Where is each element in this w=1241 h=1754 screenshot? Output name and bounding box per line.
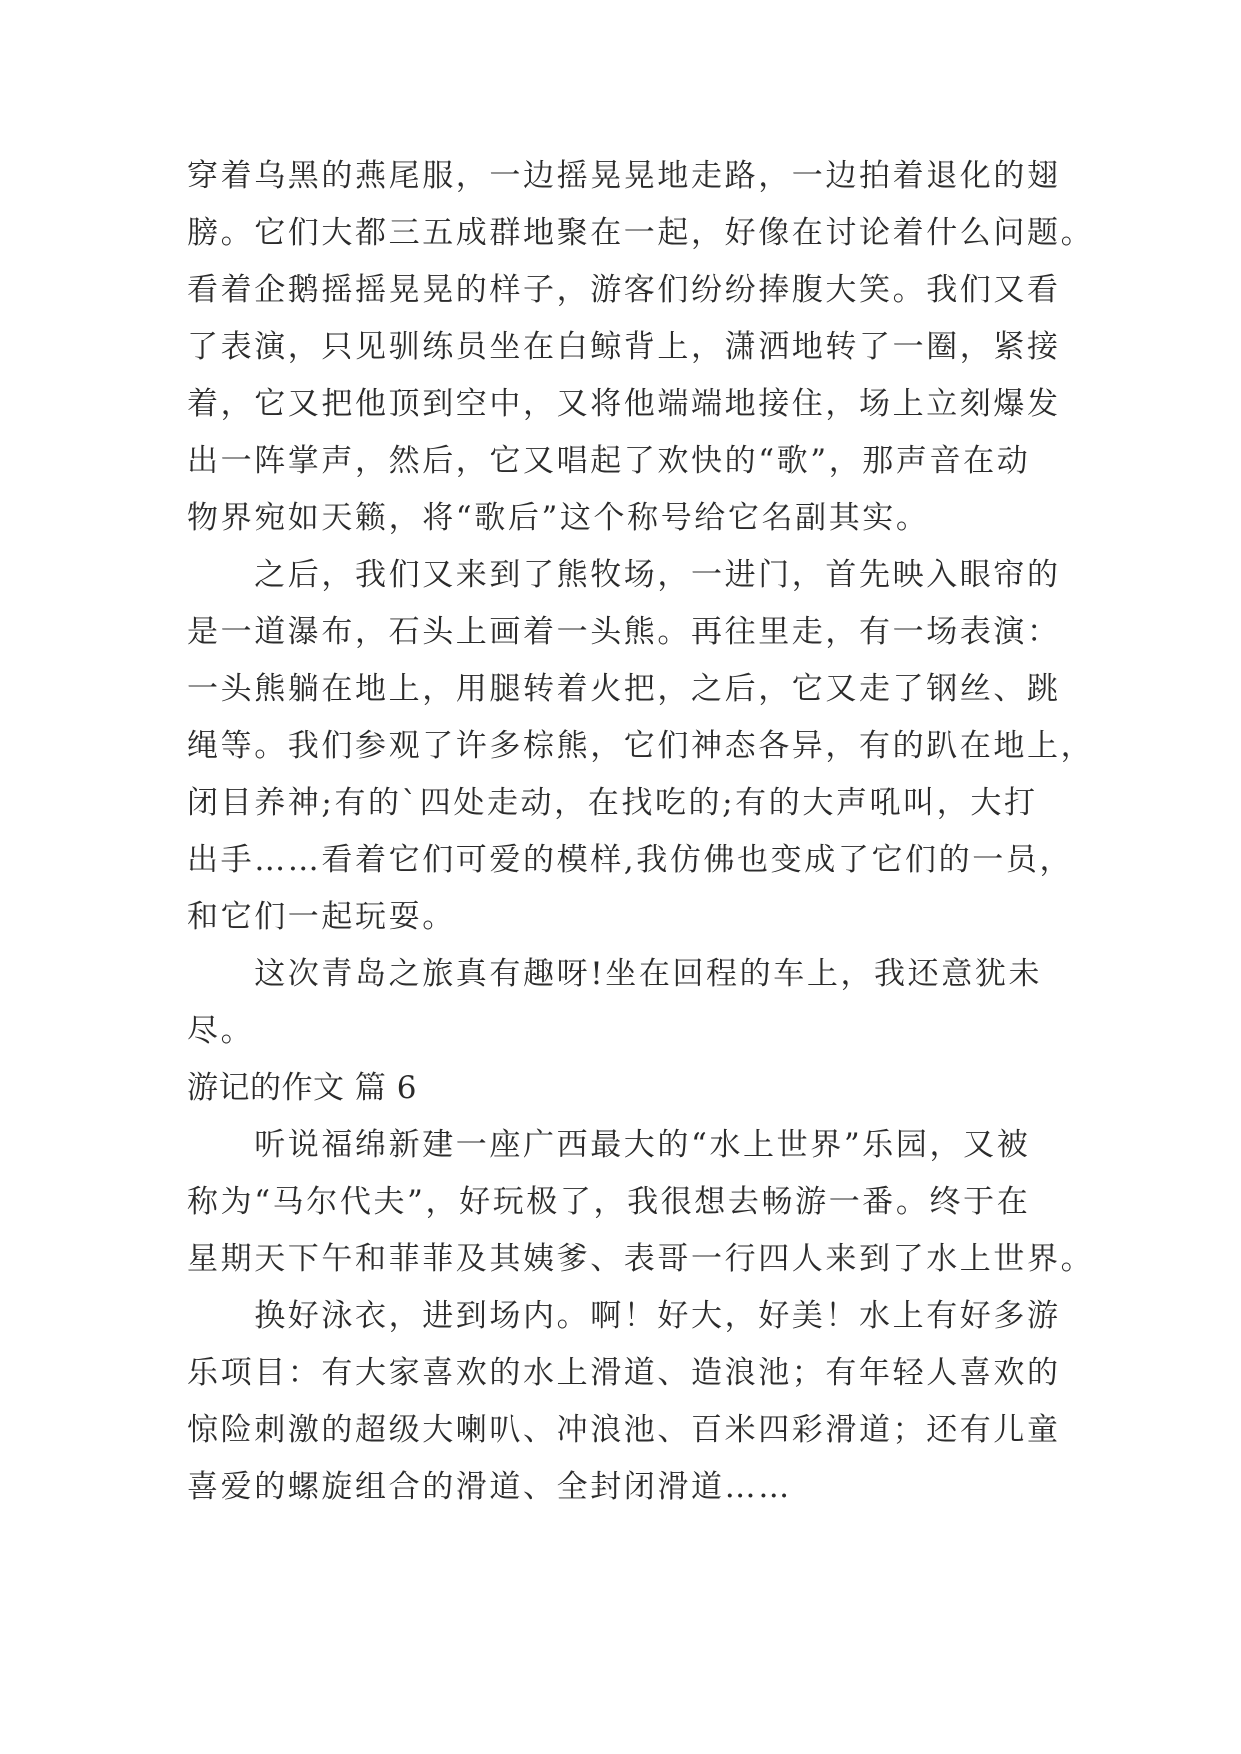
paragraph-line: 穿着乌黑的燕尾服，一边摇晃晃地走路，一边拍着退化的翅 (187, 158, 1061, 194)
paragraph-line: 看着企鹅摇摇晃晃的样子，游客们纷纷捧腹大笑。我们又看 (187, 272, 1061, 308)
paragraph-line: 之后，我们又来到了熊牧场，一进门，首先映入眼帘的 (187, 557, 1061, 593)
section-title: 游记的作文 篇 6 (187, 1070, 417, 1106)
paragraph-line: 出手……看着它们可爱的模样,我仿佛也变成了它们的一员， (187, 842, 1074, 878)
paragraph-line: 着，它又把他顶到空中，又将他端端地接住，场上立刻爆发 (187, 386, 1061, 422)
paragraph-line: 和它们一起玩耍。 (187, 899, 456, 935)
paragraph-line: 闭目养神;有的`四处走动，在找吃的;有的大声吼叫，大打 (187, 785, 1038, 821)
paragraph-line: 膀。它们大都三五成群地聚在一起，好像在讨论着什么问题。 (187, 215, 1095, 251)
paragraph-line: 绳等。我们参观了许多棕熊，它们神态各异，有的趴在地上， (187, 728, 1095, 764)
paragraph-line: 称为“马尔代夫”，好玩极了，我很想去畅游一番。终于在 (187, 1184, 1031, 1220)
paragraph-line: 是一道瀑布，石头上画着一头熊。再往里走，有一场表演： (187, 614, 1061, 650)
paragraph-line: 换好泳衣，进到场内。啊！好大，好美！水上有好多游 (187, 1298, 1061, 1334)
paragraph-line: 星期天下午和菲菲及其姨爹、表哥一行四人来到了水上世界。 (187, 1241, 1095, 1277)
paragraph-line: 听说福绵新建一座广西最大的“水上世界”乐园，又被 (187, 1127, 1031, 1163)
paragraph-line: 了表演，只见驯练员坐在白鲸背上，潇洒地转了一圈，紧接 (187, 329, 1061, 365)
paragraph-line: 一头熊躺在地上，用腿转着火把，之后，它又走了钢丝、跳 (187, 671, 1061, 707)
paragraph-line: 乐项目：有大家喜欢的水上滑道、造浪池；有年轻人喜欢的 (187, 1355, 1061, 1391)
paragraph-line: 这次青岛之旅真有趣呀!坐在回程的车上，我还意犹未 (187, 956, 1043, 992)
paragraph-line: 喜爱的螺旋组合的滑道、全封闭滑道…… (187, 1469, 792, 1505)
paragraph-line: 物界宛如天籁，将“歌后”这个称号给它名副其实。 (187, 500, 930, 536)
paragraph-line: 出一阵掌声，然后，它又唱起了欢快的“歌”，那声音在动 (187, 443, 1031, 479)
paragraph-line: 尽。 (187, 1013, 255, 1049)
paragraph-line: 惊险刺激的超级大喇叭、冲浪池、百米四彩滑道；还有儿童 (187, 1412, 1061, 1448)
